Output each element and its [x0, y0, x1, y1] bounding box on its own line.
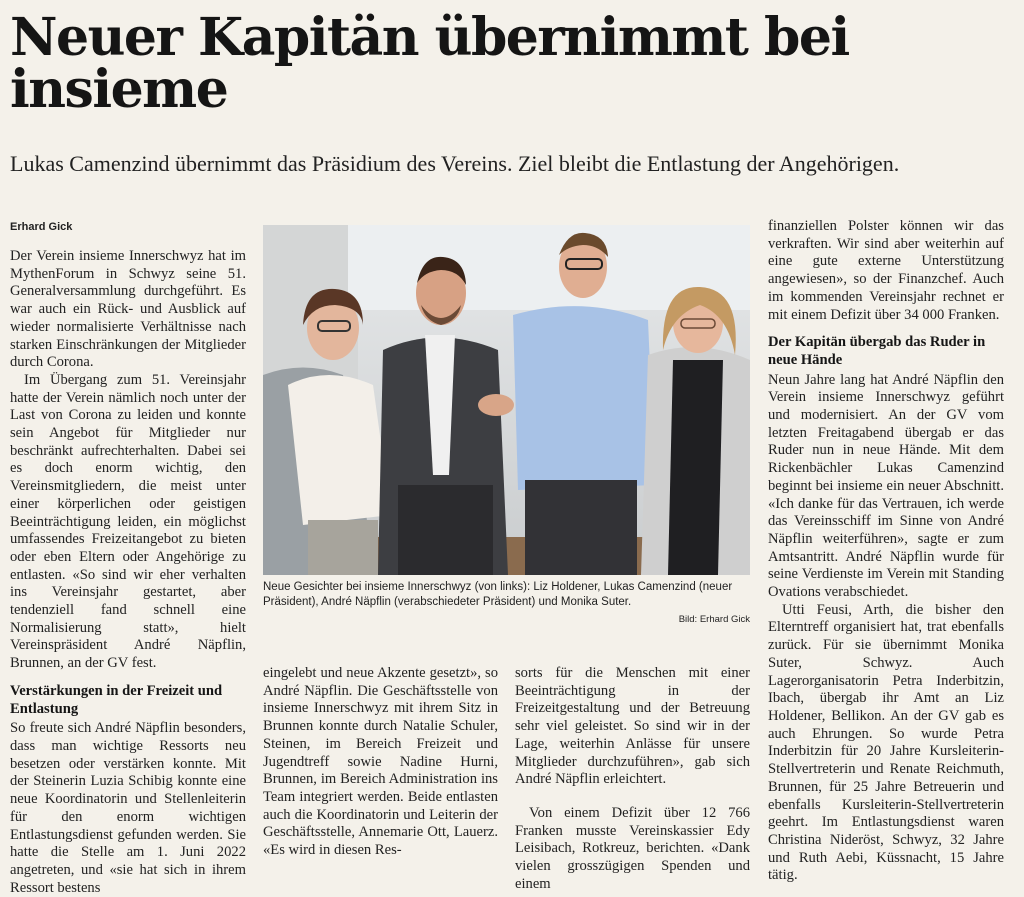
paragraph: sorts für die Menschen mit einer Beeinträchtigung in der Freizeitgestaltung und der Betreuung sehr viel geleistet. So sind wir in der Lage, weiterhin Anlässe für unsere Mitglieder durchzuführen», gab sich André Näpflin erleichtert. — [515, 665, 750, 788]
paragraph: eingelebt und neue Akzente gesetzt», so André Näpflin. Die Geschäftsstelle von insieme Innerschwyz mit ihrem Sitz in Brunnen konnte durch Natalie Schuler, Steinen, im Bereich Freizeit und Jugendtreff sowie Nadine Hurni, Brunnen, im Bereich Administration ins Team integriert werden. Beide entlasten auch die Koordinatorin und Leiterin der Geschäftsstelle, Annemarie Ott, Lauerz. «Es wird in diesen Res- — [263, 665, 498, 859]
paragraph: Der Verein insieme Innerschwyz hat im MythenForum in Schwyz seine 51. Generalversammlung durchgeführt. Es war auch ein Rück- und Ausblick auf wieder normalisierte Verhältnisse nach starken Einschränkungen der Mitglieder durch Corona. — [10, 248, 246, 371]
paragraph: Neun Jahre lang hat André Näpflin den Verein insieme Innerschwyz geführt und modernisiert. An der GV vom letzten Freitagabend übergab er das Ruder nun in neue Hände. Mit dem Rickenbächler Lukas Camenzind beginnt bei insieme ein neuer Abschnitt. «Ich danke für das Vertrauen, ich werde das Vereinsschiff im Sinne von André Näpflin weiterführen», sagte er zum Amtsantritt. André Näpflin wurde für seine Verdienste im Verein mit Standing Ovations verabschiedet. — [768, 371, 1004, 601]
photo-credit: Bild: Erhard Gick — [678, 614, 750, 625]
article-column-1 — [10, 220, 246, 897]
article-photo — [263, 225, 750, 575]
paragraph: finanziellen Polster können wir das verkraften. Wir sind aber weiterhin auf eine gute externe Unterstützung angewiesen», so der Finanzchef. Auch im kommenden Vereinsjahr rechnet er mit einem Defizit über 34 000 Franken. — [768, 218, 1004, 323]
photo-caption: Neue Gesichter bei insieme Innerschwyz (von links): Liz Holdener, Lukas Camenzind (neuer Präsident), André Näpflin (verabschiedeter Präsident) und Monika Suter. — [263, 581, 733, 608]
article-column-3 — [515, 665, 750, 893]
article-column-2 — [263, 665, 498, 860]
paragraph: Im Übergang zum 51. Vereinsjahr hatte der Verein nämlich noch unter der Last von Corona zu leiden und konnte sein Angebot für Mitglieder nur beschränkt aufrechterhalten. Dabei sei es doch enorm wichtig, den Vereinsmitgliedern, die meist unter einer körperlichen oder geistigen Beeinträchtigung leiden, ein möglichst umfassendes Freizeitangebot zu bieten oder eben Eltern oder Angehörige zu entlasten. «So sind wir eher verhalten ins Vereinsjahr gestartet, aber tendenziell fand schnell eine Normalisierung statt», hielt Vereinspräsident André Näpflin, Brunnen, an der GV fest. — [10, 371, 246, 672]
subheadline: Lukas Camenzind übernimmt das Präsidium des Vereins. Ziel bleibt die Entlastung der Angehörigen. — [10, 151, 900, 176]
paragraph: Von einem Defizit über 12 766 Franken musste Vereinskassier Edy Leisibach, Rotkreuz, berichten. «Dank vielen grosszügigen Spenden und einem — [515, 804, 750, 892]
author-byline: Erhard Gick — [10, 221, 73, 233]
paragraph: Utti Feusi, Arth, die bisher den Elterntreff organisiert hat, trat ebenfalls zurück. Für sie übernimmt Monika Suter, Schwyz. Auch Lagerorganisatorin Petra Inderbitzin, Ibach, übergab ihr Amt an Liz Holdener, Bellikon. An der GV gab es auch Ehrungen. So wurde Petra Inderbitzin für 20 Jahre Kursleiterin-Stellvertreterin und Renate Reichmuth, Brunnen, für 25 Jahre Betreuerin und ebenfalls Kursleiterin-Stellvertreterin geehrt. Im Entlastungsdienst waren Christina Nideröst, Schwyz, 32 Jahre und Ruth Aebi, Küssnacht, 15 Jahre tätig. — [768, 601, 1004, 884]
handshake — [478, 394, 514, 416]
headline: Neuer Kapitän übernimmt bei insieme — [10, 7, 849, 120]
paragraph: So freute sich André Näpflin besonders, dass man wichtige Ressorts neu besetzen oder verstärken konnte. Mit der Steinerin Luzia Schibig konnte eine neue Koordinatorin und Stellenleiterin für den enorm wichtigen Entlastungsdienst gefunden werden. Sie hatte die Stelle am 1. Juni 2022 angetreten, und «sie hat sich in ihrem Ressort bestens — [10, 720, 246, 896]
article-column-4 — [768, 218, 1004, 885]
section-heading: Der Kapitän übergab das Ruder in neue Hände — [768, 334, 986, 368]
group-photo-illustration — [263, 225, 750, 575]
section-heading: Verstärkungen in der Freizeit und Entlastung — [10, 682, 223, 717]
